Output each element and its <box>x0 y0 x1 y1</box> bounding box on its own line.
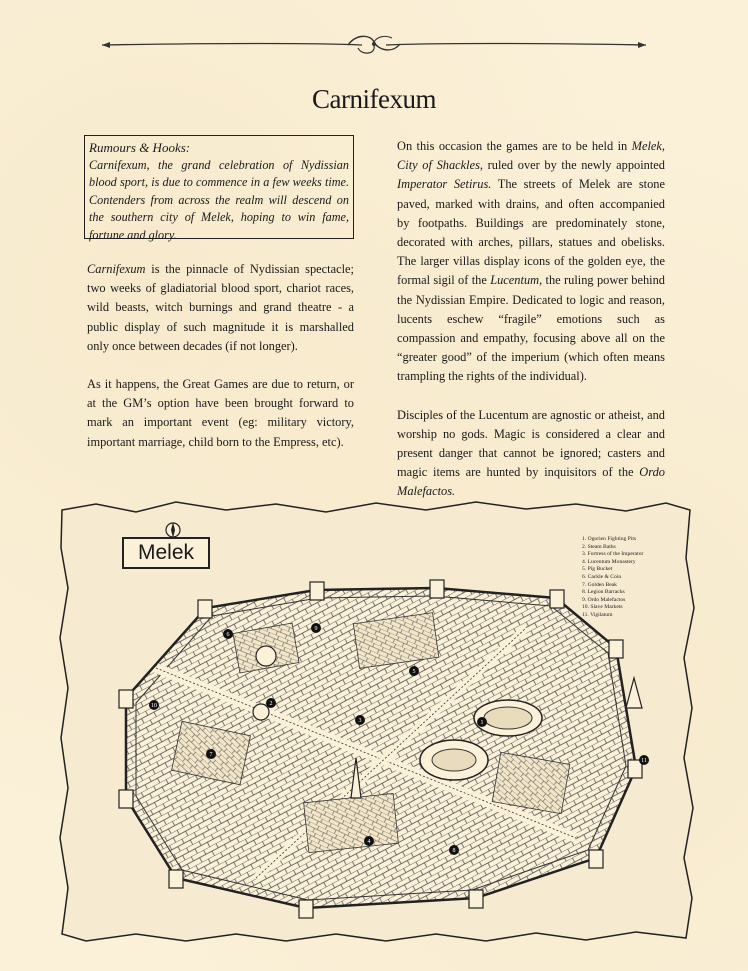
rp2-a: Disciples of the Lucentum are agnostic or atheist, and worship no gods. Magic is considered a clear and present danger that cannot be ignored; casters and magic items are hunted by inquisitors of the <box>397 407 665 480</box>
rp1-em3: Lucentum, <box>490 273 543 288</box>
map-marker-9: 9 <box>314 626 318 632</box>
legend-item: 4. Lucentum Monastery <box>582 558 636 565</box>
legend-item: 8. Legion Barracks <box>582 589 625 596</box>
legend-item: 2. Steam Baths <box>582 543 616 550</box>
ornament-divider-icon <box>100 30 648 60</box>
map-marker-6: 6 <box>226 632 230 638</box>
rumours-hooks-box <box>84 135 354 242</box>
rp1-em2: Imperator Setirus. <box>397 177 492 192</box>
map-marker-1: 1 <box>480 720 484 726</box>
right-paragraph-2 <box>397 406 665 502</box>
left-paragraph-1 <box>87 260 354 356</box>
map-marker-10: 10 <box>151 703 157 709</box>
carnifexum-term: Carnifexum <box>87 262 146 276</box>
rp1-d: the ruling power behind the Nydissian Empire. Dedicated to logic and reason, lucents eschew “fragile” emotions such as compassion and empathy, focusing above all on the “greater good” of the imperium (which often means trampling the rights of the individual). <box>397 273 665 384</box>
map-marker-5: 5 <box>412 669 416 675</box>
rp1-a: On this occasion the games are to be held in <box>397 139 632 153</box>
right-column <box>397 137 665 521</box>
map-marker-7: 7 <box>209 752 213 758</box>
legend-item: 11. Vigilatum <box>582 611 613 618</box>
rp1-c: The streets of Melek are stone paved, marked with drains, and often accompanied by footpaths. Buildings are predominately stone, decorated with arches, pillars, statues and obelisks. The larger villas display icons of the golden eye, the formal sigil of the <box>397 177 665 288</box>
legend-item: 3. Fortress of the Imperator <box>582 551 644 558</box>
rp1-em1: Melek, City of Shackles, <box>397 139 665 173</box>
legend-item: 10. Slave Markets <box>582 604 623 611</box>
map-marker-3: 3 <box>358 718 362 724</box>
page-title: Carnifexum <box>312 84 436 114</box>
rp1-b: ruled over by the newly appointed <box>483 158 665 173</box>
left-paragraph-2: As it happens, the Great Games are due to return, or at the GM’s option have been brought forward to mark an important event (eg: military victory, important marriage, child born to the Empress, etc). <box>87 377 354 449</box>
hooks-title: Rumours & Hooks: <box>89 140 191 155</box>
map-marker-11: 11 <box>641 758 647 764</box>
map-marker-4: 4 <box>367 839 371 845</box>
map-marker-8: 8 <box>452 848 456 854</box>
legend-item: 7. Golden Beak <box>582 581 617 588</box>
legend-item: 5. Pig Bucket <box>582 566 613 573</box>
map-legend <box>582 536 643 620</box>
map-marker-2: 2 <box>269 701 273 707</box>
legend-item: 1. Ogorien Fighting Pits <box>582 536 637 542</box>
map-label: Melek <box>122 537 210 569</box>
legend-item: 9. Ordo Malefactos <box>582 596 626 603</box>
left-column <box>87 260 354 471</box>
right-paragraph-1 <box>397 137 665 387</box>
left-paragraph-1-text: is the pinnacle of Nydissian spectacle; two weeks of gladiatorial blood sport, chariot races, wild beasts, witch burnings and grand theatre - a public display of such magnitude it is marshalled only once between decades (if not longer). <box>87 262 354 353</box>
legend-item: 6. Cackle & Coin <box>582 573 622 580</box>
rp2-em: Ordo Malefactos. <box>397 465 665 499</box>
hooks-text: Carnifexum, the grand celebration of Nydissian blood sport, is due to commence in a few weeks time. Contenders from across the realm will descend on the southern city of Melek, hoping to win fame, fortune and glory. <box>89 157 349 242</box>
